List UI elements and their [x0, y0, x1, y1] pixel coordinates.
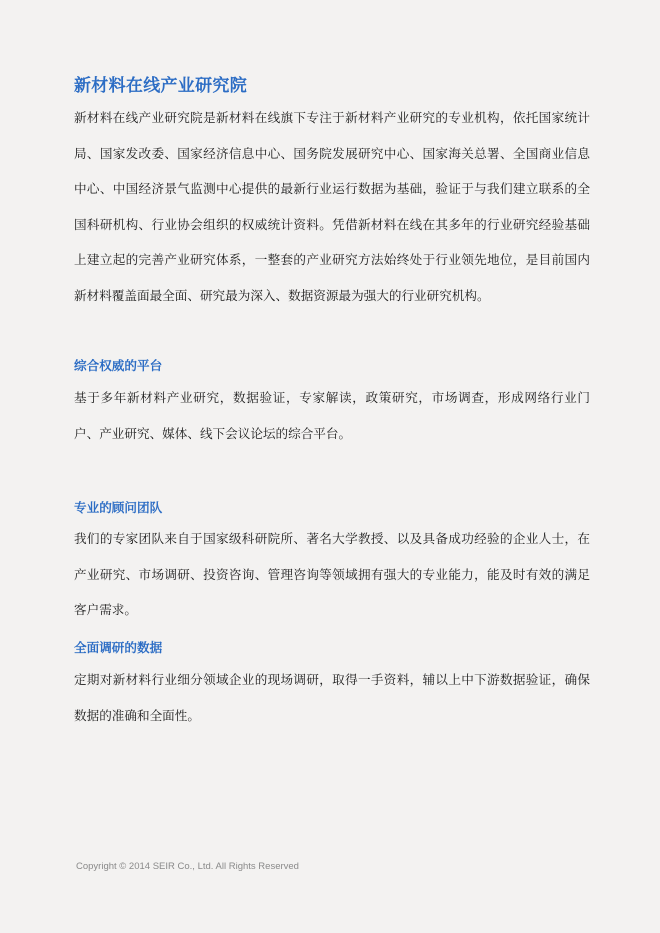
section-heading-data: 全面调研的数据 [74, 640, 163, 655]
section-body-team: 我们的专家团队来自于国家级科研院所、著名大学教授、以及具备成功经验的企业人士，在产业研究、市场调研、投资咨询、管理咨询等领域拥有强大的专业能力，能及时有效的满足客户需求。 [74, 531, 590, 617]
section-heading-team: 专业的顾问团队 [74, 500, 163, 515]
copyright-footer: Copyright © 2014 SEIR Co., Ltd. All Rights Reserved [76, 861, 299, 872]
section-body-platform: 基于多年新材料产业研究，数据验证，专家解读，政策研究，市场调查，形成网络行业门户、产业研究、媒体、线下会议论坛的综合平台。 [74, 390, 590, 441]
intro-paragraph: 新材料在线产业研究院是新材料在线旗下专注于新材料产业研究的专业机构，依托国家统计局、国家发改委、国家经济信息中心、国务院发展研究中心、国家海关总署、全国商业信息中心、中国经济景气监测中心提供的最新行业运行数据为基础，验证于与我们建立联系的全国科研机构、行业协会组织的权威统计资料。凭借新材料在线在其多年的行业研究经验基础上建立起的完善产业研究体系，一整套的产业研究方法始终处于行业领先地位，是目前国内新材料覆盖面最全面、研究最为深入、数据资源最为强大的行业研究机构。 [74, 110, 590, 303]
section-heading-platform: 综合权威的平台 [74, 358, 163, 373]
section-body-data: 定期对新材料行业细分领域企业的现场调研，取得一手资料，辅以上中下游数据验证，确保数据的准确和全面性。 [74, 672, 590, 723]
page-title: 新材料在线产业研究院 [74, 76, 247, 96]
